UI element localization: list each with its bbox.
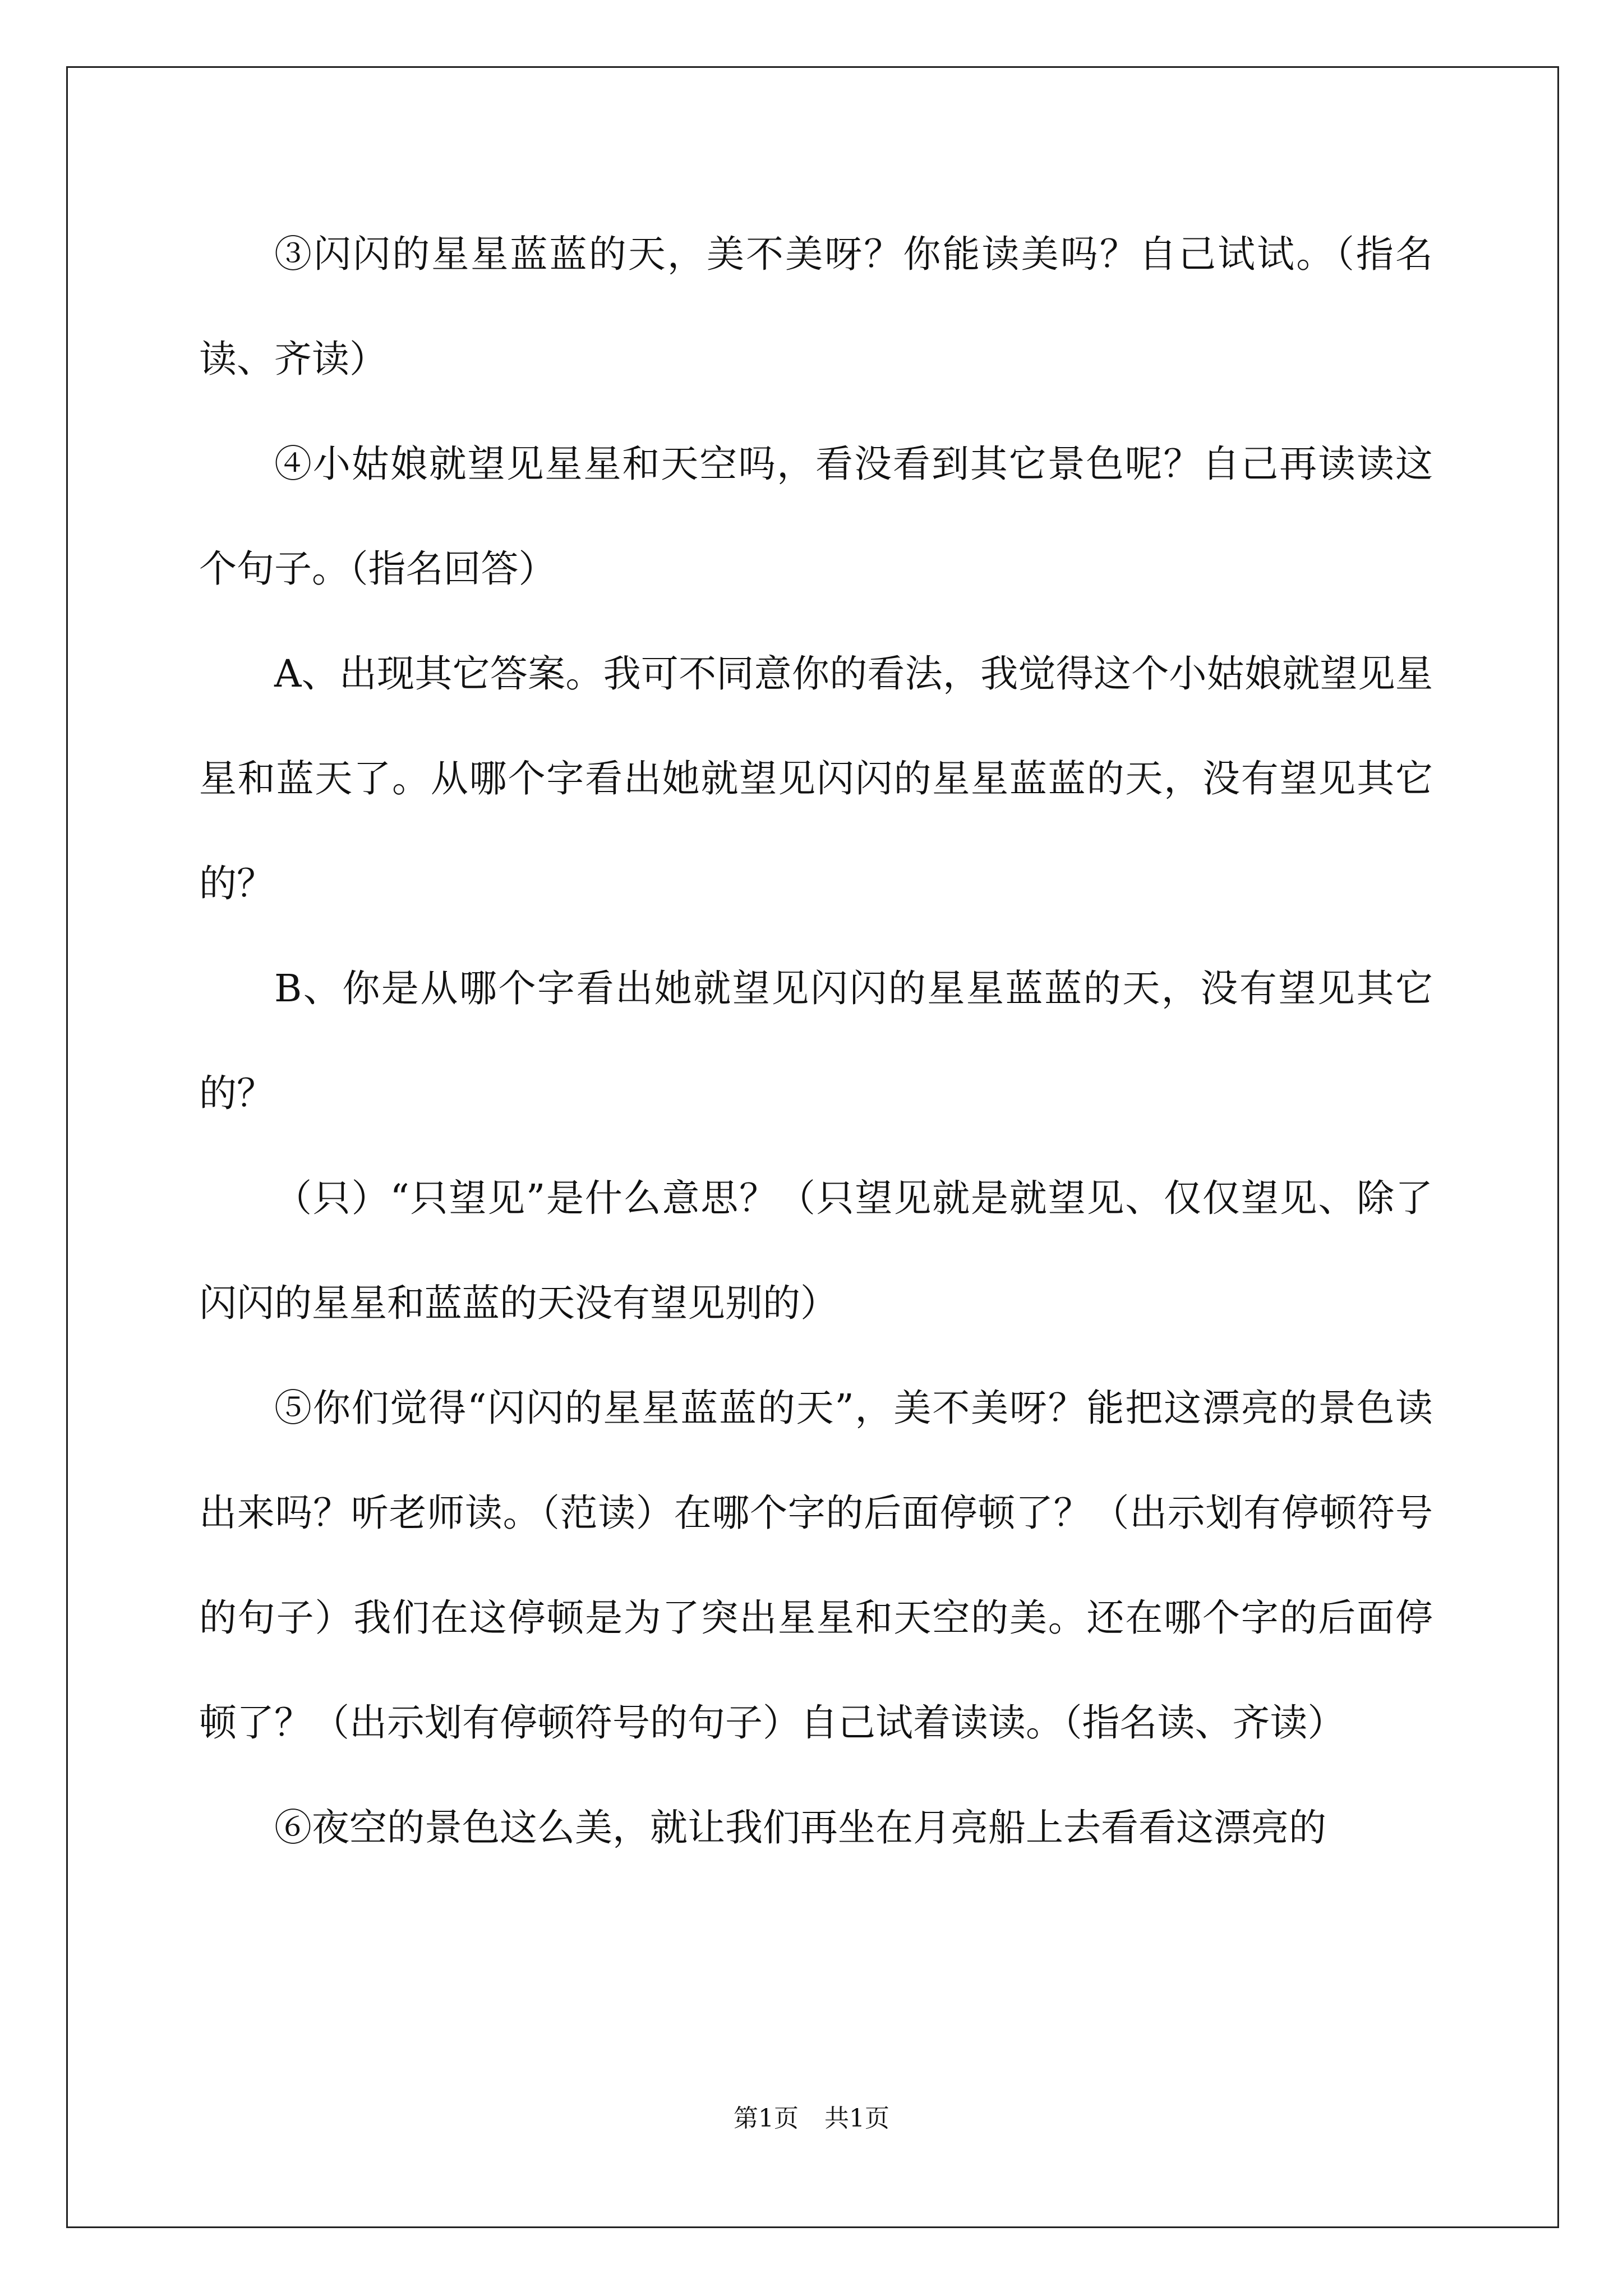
paragraph-zhi: （只）“只望见”是什么意思？（只望见就是就望见、仅仅望见、除了闪闪的星星和蓝蓝的天没有望见别的） xyxy=(199,1176,1433,1325)
document-body xyxy=(199,202,1433,1880)
paragraph-a: A、出现其它答案。我可不同意你的看法，我觉得这个小姑娘就望见星星和蓝天了。从哪个字看出她就望见闪闪的星星蓝蓝的天，没有望见其它的？ xyxy=(199,652,1433,905)
paragraph-3: ③闪闪的星星蓝蓝的天，美不美呀？你能读美吗？自己试试。（指名读、齐读） xyxy=(199,232,1433,381)
page-number: 第1页 xyxy=(734,2104,799,2133)
paragraph-6: ⑥夜空的景色这么美，就让我们再坐在月亮船上去看看这漂亮的 xyxy=(274,1806,1326,1849)
paragraph-5: ⑤你们觉得“闪闪的星星蓝蓝的天”，美不美呀？能把这漂亮的景色读出来吗？听老师读。（范读）在哪个字的后面停顿了？（出示划有停顿符号的句子）我们在这停顿是为了突出星星和天空的美。还在哪个字的后面停顿了？（出示划有停顿符号的句子）自己试着读读。（指名读、齐读） xyxy=(199,1386,1433,1745)
page-footer xyxy=(0,2098,1623,2134)
page-total: 共1页 xyxy=(824,2104,889,2133)
paragraph-4: ④小姑娘就望见星星和天空吗，看没看到其它景色呢？自己再读读这个句子。（指名回答） xyxy=(199,442,1433,591)
paragraph-b: B、你是从哪个字看出她就望见闪闪的星星蓝蓝的天，没有望见其它的？ xyxy=(199,967,1433,1115)
